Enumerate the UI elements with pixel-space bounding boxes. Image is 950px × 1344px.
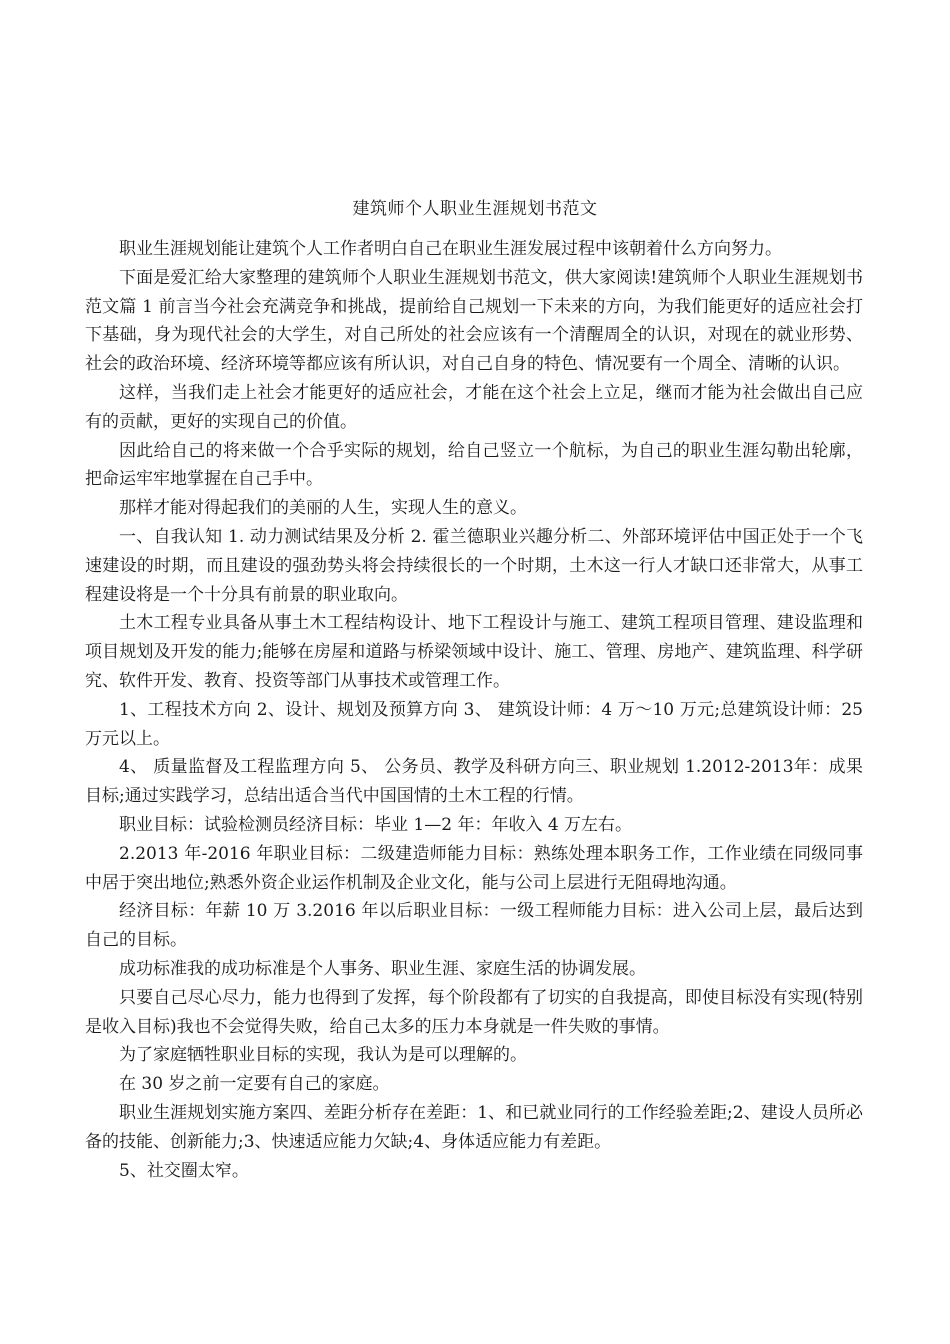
paragraph-2: 下面是爱汇给大家整理的建筑师个人职业生涯规划书范文，供大家阅读!建筑师个人职业生涯规划书范文篇 1 前言当今社会充满竞争和挑战，提前给自己规划一下未来的方向，为我们能更好的适应社会打下基础，身为现代社会的大学生，对自己所处的社会应该有一个清醒周全的认识，对现在的就业形势、社会的政治环境、经济环境等都应该有所认识，对自己自身的特色、情况要有一个周全、清晰的认识。 xyxy=(85,267,863,375)
paragraph-3: 这样，当我们走上社会才能更好的适应社会，才能在这个社会上立足，继而才能为社会做出自己应有的贡献，更好的实现自己的价值。 xyxy=(85,382,863,432)
paragraph-17: 职业生涯规划实施方案四、差距分析存在差距：1、和已就业同行的工作经验差距;2、建设人员所必备的技能、创新能力;3、快速适应能力欠缺;4、身体适应能力有差距。 xyxy=(85,1102,863,1152)
paragraph-5: 那样才能对得起我们的美丽的人生，实现人生的意义。 xyxy=(119,498,527,519)
paragraph-11: 2.2013 年-2016 年职业目标：二级建造师能力目标：熟练处理本职务工作，工作业绩在同级同事中居于突出地位;熟悉外资企业运作机制及企业文化，能与公司上层进行无阻碍地沟通。 xyxy=(85,843,863,893)
document-body xyxy=(85,235,863,1185)
paragraph-8: 1、工程技术方向 2、设计、规划及预算方向 3、 建筑设计师：4 万～10 万元;总建筑设计师：25 万元以上。 xyxy=(85,699,863,749)
paragraph-10: 职业目标：试验检测员经济目标：毕业 1—2 年：年收入 4 万左右。 xyxy=(119,814,633,835)
paragraph-15: 为了家庭牺牲职业目标的实现，我认为是可以理解的。 xyxy=(119,1045,527,1066)
paragraph-9: 4、 质量监督及工程监理方向 5、 公务员、教学及科研方向三、职业规划 1.2012-2013年：成果目标;通过实践学习，总结出适合当代中国国情的土木工程的行情。 xyxy=(85,757,863,807)
paragraph-16: 在 30 岁之前一定要有自己的家庭。 xyxy=(119,1074,390,1095)
document-title: 建筑师个人职业生涯规划书范文 xyxy=(352,199,598,219)
paragraph-6: 一、自我认知 1. 动力测试结果及分析 2. 霍兰德职业兴趣分析二、外部环境评估中国正处于一个飞速建设的时期，而且建设的强劲势头将会持续很长的一个时期，土木这一行人才缺口还非常大，从事工程建设将是一个十分具有前景的职业取向。 xyxy=(85,526,863,605)
paragraph-1: 职业生涯规划能让建筑个人工作者明白自己在职业生涯发展过程中该朝着什么方向努力。 xyxy=(119,239,782,259)
paragraph-14: 只要自己尽心尽力，能力也得到了发挥，每个阶段都有了切实的自我提高，即使目标没有实现(特别是收入目标)我也不会觉得失败，给自己太多的压力本身就是一件失败的事情。 xyxy=(85,987,863,1037)
paragraph-7: 土木工程专业具备从事土木工程结构设计、地下工程设计与施工、建筑工程项目管理、建设监理和项目规划及开发的能力;能够在房屋和道路与桥梁领域中设计、施工、管理、房地产、建筑监理、科学研究、软件开发、教育、投资等部门从事技术或管理工作。 xyxy=(85,613,863,691)
paragraph-12: 经济目标：年薪 10 万 3.2016 年以后职业目标：一级工程师能力目标：进入公司上层，最后达到自己的目标。 xyxy=(85,901,863,951)
paragraph-13: 成功标准我的成功标准是个人事务、职业生涯、家庭生活的协调发展。 xyxy=(119,958,646,979)
paragraph-4: 因此给自己的将来做一个合乎实际的规划，给自己竖立一个航标，为自己的职业生涯勾勒出轮廓，把命运牢牢地掌握在自己手中。 xyxy=(85,440,863,490)
paragraph-18: 5、社交圈太窄。 xyxy=(119,1160,249,1181)
